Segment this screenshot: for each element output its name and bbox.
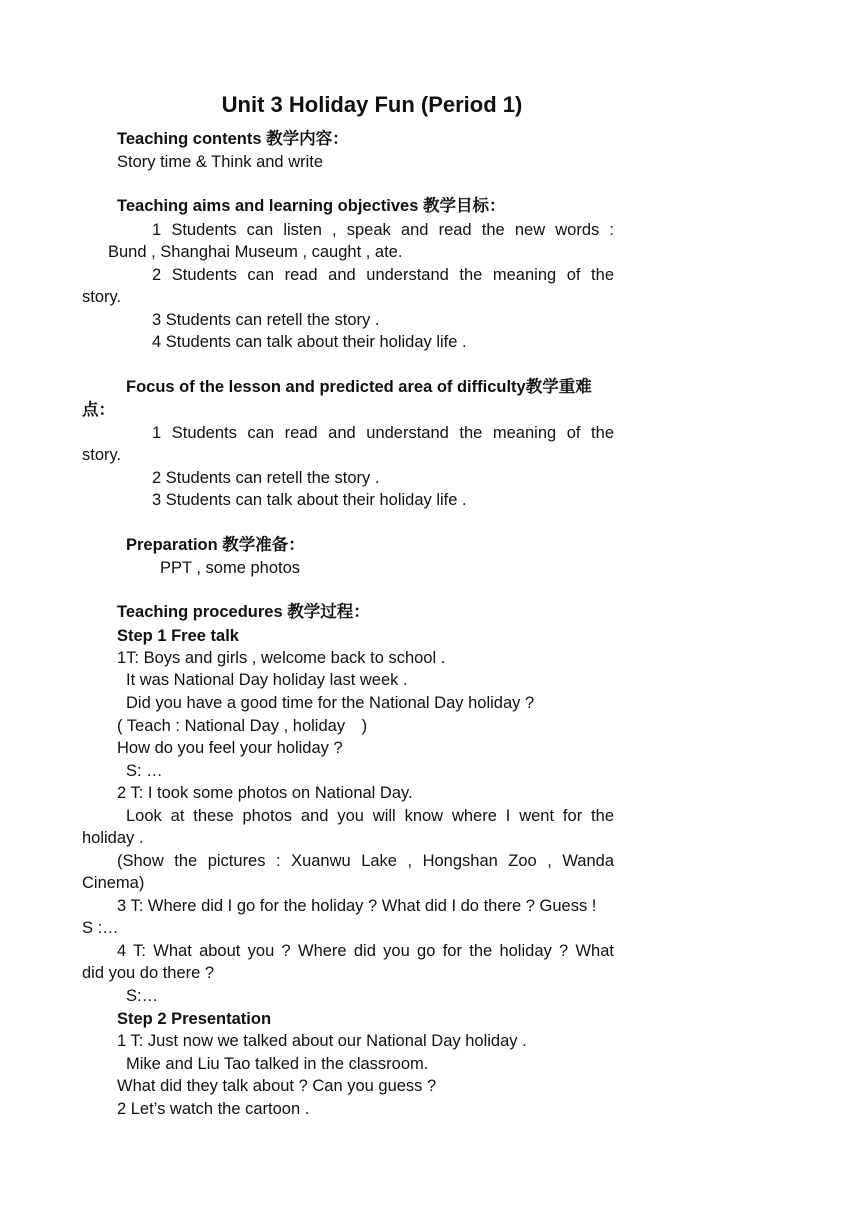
step-1-line: S: … xyxy=(126,762,163,780)
page-title: Unit 3 Holiday Fun (Period 1) xyxy=(221,92,523,117)
preparation-heading xyxy=(126,534,305,556)
procedures-heading xyxy=(117,601,370,623)
justified-text: Look at these photos and you will know where I went for the xyxy=(126,807,614,825)
preparation-heading-cn: 教学准备： xyxy=(222,535,305,554)
step-2-line: 1 T: Just now we talked about our National Day holiday . xyxy=(117,1032,527,1050)
justified-text: 2 Students can read and understand the meaning of the xyxy=(152,266,614,284)
step-1-line xyxy=(117,850,614,872)
step-2-heading: Step 2 Presentation xyxy=(117,1010,272,1028)
contents-heading-cn: 教学内容： xyxy=(266,129,349,148)
focus-item-2: 2 Students can retell the story . xyxy=(152,469,380,487)
justified-text: 4 T: What about you ? Where did you go for the holiday ? What xyxy=(117,942,614,960)
focus-heading-en: Focus of the lesson and predicted area of difficulty xyxy=(126,378,526,396)
aims-item-3: 3 Students can retell the story . xyxy=(152,311,380,329)
preparation-text: PPT , some photos xyxy=(160,559,301,577)
step-1-line: S:… xyxy=(126,987,159,1005)
focus-item-3: 3 Students can talk about their holiday life . xyxy=(152,491,467,509)
preparation-heading-en: Preparation xyxy=(126,536,218,554)
step-1-line: Cinema) xyxy=(82,874,145,892)
step-1-line: 3 T: Where did I go for the holiday ? What did I do there ? Guess ! xyxy=(117,897,597,915)
step-1-line: 1T: Boys and girls , welcome back to school . xyxy=(117,649,446,667)
step-1-line xyxy=(126,805,614,827)
step-1-line: holiday . xyxy=(82,829,144,847)
justified-text: 1 Students can read and understand the meaning of the xyxy=(152,424,614,442)
aims-item-2-line-1 xyxy=(152,264,614,286)
aims-item-2-line-2: story. xyxy=(82,288,122,306)
focus-heading-cn-wrap: 点： xyxy=(82,400,115,419)
aims-heading xyxy=(117,195,505,217)
justified-text: (Show the pictures : Xuanwu Lake , Hongshan Zoo , Wanda xyxy=(117,852,614,870)
aims-heading-en: Teaching aims and learning objectives xyxy=(117,197,419,215)
step-1-line: Did you have a good time for the National Day holiday ? xyxy=(126,694,535,712)
step-1-line: 2 T: I took some photos on National Day. xyxy=(117,784,413,802)
step-2-line: What did they talk about ? Can you guess ? xyxy=(117,1077,437,1095)
focus-item-1-line-1 xyxy=(152,422,614,444)
procedures-heading-en: Teaching procedures xyxy=(117,603,283,621)
step-2-line: 2 Let’s watch the cartoon . xyxy=(117,1100,310,1118)
contents-text: Story time & Think and write xyxy=(117,153,324,171)
aims-item-4: 4 Students can talk about their holiday life . xyxy=(152,333,467,351)
step-1-line: ( Teach : National Day , holiday ) xyxy=(117,717,368,735)
contents-heading xyxy=(117,128,349,150)
aims-item-1-line-1 xyxy=(152,219,614,241)
focus-heading xyxy=(126,376,592,398)
aims-item-1-line-2: Bund , Shanghai Museum , caught , ate. xyxy=(108,243,403,261)
contents-heading-en: Teaching contents xyxy=(117,130,262,148)
justified-text: 1 Students can listen , speak and read the new words : xyxy=(152,221,614,239)
step-1-line: did you do there ? xyxy=(82,964,215,982)
step-1-line xyxy=(117,940,614,962)
step-2-line: Mike and Liu Tao talked in the classroom. xyxy=(126,1055,429,1073)
procedures-heading-cn: 教学过程： xyxy=(287,602,370,621)
step-1-line: S :… xyxy=(82,919,119,937)
step-1-line: How do you feel your holiday ? xyxy=(117,739,343,757)
focus-heading-cn: 教学重难 xyxy=(525,377,592,396)
step-1-line: It was National Day holiday last week . xyxy=(126,671,408,689)
step-1-heading: Step 1 Free talk xyxy=(117,627,239,645)
aims-heading-cn: 教学目标： xyxy=(422,196,506,215)
focus-item-1-line-2: story. xyxy=(82,446,122,464)
